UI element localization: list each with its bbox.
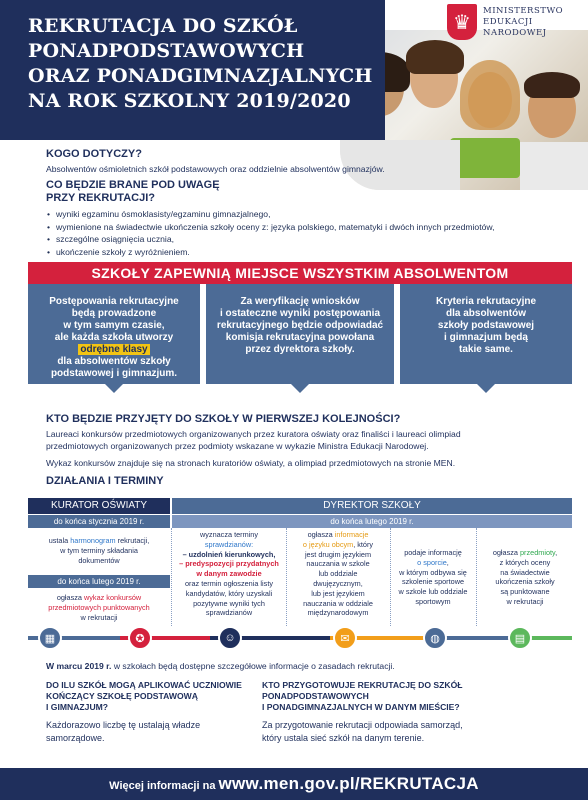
banner: SZKOŁY ZAPEWNIĄ MIEJSCE WSZYSTKIM ABSOLWENTOM	[28, 262, 572, 284]
q2-heading: I PONADGIMNAZJALNYCH W DANYM MIEŚCIE?	[262, 702, 460, 712]
box-line: dla absolwentów	[445, 308, 526, 319]
q1-answer: samorządowe.	[46, 733, 105, 743]
criteria-item: • wymienione na świadectwie ukończenia szkoły oceny z: języka polskiego, matematyki i dwóch innych przedmiotów,	[46, 221, 546, 234]
document-icon: ▤	[508, 626, 532, 650]
q1-answer: Każdorazowo liczbę tę ustalają władze	[46, 720, 201, 730]
who-heading: KOGO DOTYCZY?	[46, 148, 142, 160]
box-line: Za weryfikację wniosków	[240, 296, 360, 307]
q1-section	[46, 680, 256, 745]
eagle-emblem-icon: ♛	[447, 4, 477, 40]
ball-icon: ◍	[423, 626, 447, 650]
box-line: w tym samym czasie,	[63, 320, 165, 331]
q2-answer: który ustala sieć szkół na danym terenie.	[262, 733, 425, 743]
box-line: szkoły podstawowej	[437, 320, 535, 331]
info-box	[400, 284, 572, 384]
ministry-name-line: NARODOWEJ	[483, 28, 547, 38]
box-line: i ostateczne wyniki postępowania	[219, 308, 381, 319]
footer-text: Więcej informacji na	[109, 780, 219, 792]
ministry-name-line: EDUKACJI	[483, 17, 533, 27]
kurator-cell: ustala harmonogram rekrutacji, w tym terminy składania dokumentów	[48, 536, 150, 565]
header	[0, 0, 588, 140]
priority-text: Wykaz konkursów znajduje się na stronach kuratoriów oświaty, a olimpiad przedmiotowych na stronie MEN.	[46, 458, 456, 468]
priority-section	[46, 413, 566, 488]
march-bold: W marcu 2019 r.	[46, 661, 112, 671]
criteria-heading: PRZY REKRUTACJI?	[46, 192, 155, 204]
dyrektor-cell: podaje informację o sporcie, w którym odbywa się szkolenie sportowe w szkole lub oddziale sportowym	[398, 548, 468, 606]
chat-icon: ✉	[333, 626, 357, 650]
box-line: Kryteria rekrutacyjne	[435, 296, 537, 307]
title-line: NA ROK SZKOLNY 2019/2020	[28, 90, 351, 112]
box-line: Postępowania rekrutacyjne	[49, 296, 179, 307]
title-line: ORAZ PONADGIMNAZJALNYCH	[28, 65, 373, 87]
info-boxes	[28, 284, 572, 384]
timeline-icons	[28, 626, 572, 650]
q2-heading: KTO PRZYGOTOWUJE REKRUTACJĘ DO SZKÓŁ	[262, 680, 463, 690]
dyrektor-cell: ogłasza przedmioty, z których oceny na świadectwie ukończenia szkoły są punktowane w rekrutacji	[492, 548, 558, 606]
dyrektor-deadline: do końca lutego 2019 r.	[172, 515, 572, 528]
march-text: w szkołach będą dostępne szczegółowe informacje o zasadach rekrutacji.	[111, 661, 395, 671]
priority-heading: KTO BĘDZIE PRZYJĘTY DO SZKOŁY W PIERWSZEJ KOLEJNOŚCI?	[46, 413, 401, 425]
box-line: i gimnazjum będą	[444, 332, 528, 343]
kurator-header: KURATOR OŚWIATY	[28, 498, 170, 514]
dyrektor-cell: ogłasza informacje o języku obcym, który jest drugim językiem nauczania w szkole lub oddziale dwujęzycznym, lub jest językiem nauczania w oddziale międzynarodowym	[302, 530, 374, 618]
actions-heading: DZIAŁANIA I TERMINY	[46, 475, 164, 487]
criteria-item: • szczególne osiągnięcia ucznia,	[46, 233, 546, 246]
criteria-section	[46, 179, 546, 258]
title-box	[0, 0, 385, 140]
q2-section	[262, 680, 562, 745]
kurator-deadline: do końca lutego 2019 r.	[28, 575, 170, 588]
q1-heading: KOŃCZĄCY SZKOŁĘ PODSTAWOWĄ	[46, 691, 198, 701]
dyrektor-header: DYREKTOR SZKOŁY	[172, 498, 572, 514]
award-icon: ✪	[128, 626, 152, 650]
box-highlight: odrębne klasy	[80, 344, 148, 355]
footer	[0, 768, 588, 800]
ministry-logo	[447, 4, 587, 44]
box-line: ale każda szkoła utworzy	[54, 332, 174, 343]
people-icon: ☺	[218, 626, 242, 650]
footer-link[interactable]: www.men.gov.pl/REKRUTACJA	[218, 774, 479, 793]
calendar-icon: ▦	[38, 626, 62, 650]
box-line: przez dyrektora szkoły.	[245, 344, 355, 355]
title-line: REKRUTACJA DO SZKÓŁ	[28, 15, 298, 37]
q2-heading: PONADPODSTAWOWYCH	[262, 691, 369, 701]
box-line: będą prowadzone	[71, 308, 157, 319]
ministry-name-line: MINISTERSTWO	[483, 6, 564, 16]
priority-text: przedmiotowych organizowanych przez podmioty wskazane w wykazie Ministra Edukacji Narodowej.	[46, 441, 429, 451]
priority-text: Laureaci konkursów przedmiotowych organizowanych przez kuratora oświaty oraz finaliści i laureaci olimpiad	[46, 429, 461, 439]
criteria-heading: CO BĘDZIE BRANE POD UWAGĘ	[46, 179, 220, 191]
box-line: takie same.	[459, 344, 513, 355]
criteria-item: • ukończenie szkoły z wyróżnieniem.	[46, 246, 546, 259]
q2-answer: Za przygotowanie rekrutacji odpowiada samorząd,	[262, 720, 463, 730]
box-line: komisja rekrutacyjna powołana	[225, 332, 375, 343]
box-line: dla absolwentów szkoły	[57, 356, 171, 367]
q1-heading: I GIMNAZJUM?	[46, 702, 109, 712]
who-section	[46, 148, 546, 175]
kurator-cell: ogłasza wykaz konkursów przedmiotowych punktowanych w rekrutacji	[48, 593, 150, 622]
box-line: rekrutacyjnego będzie odpowiadać	[216, 320, 384, 331]
march-info	[46, 660, 566, 672]
dyrektor-cell: wyznacza terminy sprawdzianów: – uzdolnień kierunkowych, – predyspozycji przydatnych w danym zawodzie oraz termin ogłoszenia listy kandydatów, który uzyskali pozytywne wyniki tych sprawdzianów	[179, 530, 279, 618]
q1-heading: DO ILU SZKÓŁ MOGĄ APLIKOWAĆ UCZNIOWIE	[46, 680, 242, 690]
info-box	[28, 284, 200, 384]
kurator-deadline: do końca stycznia 2019 r.	[28, 515, 170, 528]
box-line: podstawowej i gimnazjum.	[50, 368, 178, 379]
title-line: PONADPODSTAWOWYCH	[28, 40, 305, 62]
who-text: Absolwentów ośmioletnich szkół podstawowych oraz oddzielnie absolwentów gimnazjów.	[46, 164, 385, 174]
info-box	[206, 284, 394, 384]
criteria-item: • wyniki egzaminu ósmoklasisty/egzaminu gimnazjalnego,	[46, 208, 546, 221]
